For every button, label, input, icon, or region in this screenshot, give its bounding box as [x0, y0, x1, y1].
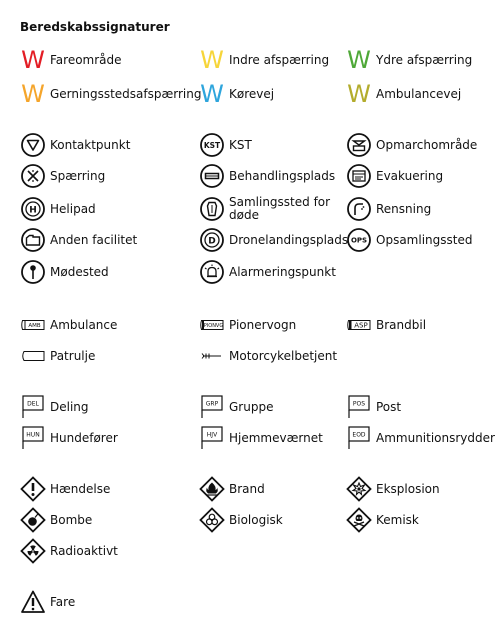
- evacuation-circle-icon: [346, 163, 372, 189]
- legend-label: Post: [376, 399, 402, 414]
- legend-item-ambulance: [20, 312, 117, 338]
- icon-text: AMB: [28, 323, 41, 329]
- legend-item-post: [346, 394, 401, 420]
- w-marker-blue-icon: W: [200, 80, 224, 108]
- legend-label: Eksplosion: [376, 481, 440, 496]
- unit-flag-hun-icon: [20, 425, 46, 451]
- legend-item-brandbil: [346, 312, 426, 338]
- legend-label: Kørevej: [229, 86, 275, 101]
- coffin-circle-icon: [199, 196, 225, 222]
- legend-item-alarmeringspunkt: [199, 259, 336, 285]
- icon-text: GRP: [205, 400, 219, 408]
- icon-text: PIONVG: [203, 323, 224, 329]
- legend-item-kontaktpunkt: [20, 132, 130, 158]
- icon-text: DEL: [27, 400, 39, 408]
- legend-label: KST: [229, 137, 252, 152]
- unit-flag-pos-icon: [346, 394, 372, 420]
- legend-label: Samlingssted for døde: [229, 195, 331, 222]
- legend-label: Hjemmeværnet: [229, 430, 323, 445]
- chemical-skull-diamond-icon: [346, 507, 372, 533]
- legend-item-moedested: [20, 259, 109, 285]
- legend-label: Gerningsstedsafspærring: [50, 86, 202, 101]
- legend-item-ydre-afspaerring: [346, 47, 472, 73]
- legend-item-anden-facilitet: [20, 227, 137, 253]
- legend-label: Ammunitionsrydder: [376, 430, 495, 445]
- legend-item-opsamlingssted: [346, 227, 472, 253]
- folder-circle-icon: [20, 227, 46, 253]
- legend-label: Ydre afspærring: [376, 52, 473, 67]
- legend-label: Opmarchområde: [376, 137, 478, 152]
- decontamination-circle-icon: [346, 196, 372, 222]
- biohazard-diamond-icon: [199, 507, 225, 533]
- legend-item-pionervogn: [199, 312, 296, 338]
- icon-text: HUN: [26, 431, 40, 439]
- page-title: Beredskabssignaturer: [20, 20, 170, 34]
- legend-label: Deling: [50, 399, 89, 414]
- legend-label: Mødested: [50, 264, 109, 279]
- w-marker-red-icon: W: [21, 46, 45, 74]
- motorcycle-icon: [199, 343, 225, 369]
- icon-text: D: [208, 236, 216, 247]
- w-marker-orange-icon: W: [21, 80, 45, 108]
- legend-label: Pionervogn: [229, 317, 297, 332]
- alarm-bell-circle-icon: [199, 259, 225, 285]
- legend-item-helipad: [20, 196, 96, 222]
- bomb-diamond-icon: [20, 507, 46, 533]
- legend-label: Biologisk: [229, 512, 283, 527]
- unit-flag-eod-icon: [346, 425, 372, 451]
- legend-label: Brand: [229, 481, 265, 496]
- legend-label: Fare: [50, 594, 76, 609]
- treatment-stretcher-circle-icon: [199, 163, 225, 189]
- radioactive-diamond-icon: [20, 538, 46, 564]
- legend-item-samlingssted-doede: [199, 196, 347, 222]
- legend-label: Ambulance: [50, 317, 118, 332]
- legend-item-kemisk: [346, 507, 419, 533]
- legend-item-gerningssted: [20, 81, 201, 107]
- legend-item-haendelse: [20, 476, 110, 502]
- legend-item-evakuering: [346, 163, 443, 189]
- warning-triangle-icon: [20, 589, 46, 615]
- legend-item-fareomraade: [20, 47, 122, 73]
- w-marker-yellow-icon: W: [200, 46, 224, 74]
- w-marker-green-icon: W: [347, 46, 371, 74]
- legend-label: Motorcykelbetjent: [229, 348, 338, 363]
- icon-text: H: [29, 205, 37, 216]
- kst-circle-icon: [199, 132, 225, 158]
- legend-label: Radioaktivt: [50, 543, 118, 558]
- icon-text: KST: [203, 141, 221, 150]
- triangle-down-circle-icon: [20, 132, 46, 158]
- legend-label: Evakuering: [376, 168, 444, 183]
- legend-item-kst: [199, 132, 252, 158]
- fire-diamond-icon: [199, 476, 225, 502]
- legend-label: Anden facilitet: [50, 232, 138, 247]
- legend-item-hundefoerer: [20, 425, 118, 451]
- unit-flag-del-icon: [20, 394, 46, 420]
- legend-item-deling: [20, 394, 89, 420]
- icon-text: EOD: [352, 431, 366, 439]
- legend-label: Hundefører: [50, 430, 118, 445]
- legend-item-patrulje: [20, 343, 95, 369]
- legend-label: Patrulje: [50, 348, 96, 363]
- meeting-pin-circle-icon: [20, 259, 46, 285]
- icon-text: OPS: [350, 236, 368, 245]
- legend-label: Helipad: [50, 201, 96, 216]
- pioneer-vehicle-icon: [199, 312, 225, 338]
- legend-item-gruppe: [199, 394, 273, 420]
- legend-label: Indre afspærring: [229, 52, 330, 67]
- legend-item-hjemmevaernet: [199, 425, 323, 451]
- legend-item-dronelandingsplads: [199, 227, 348, 253]
- legend-item-eksplosion: [346, 476, 440, 502]
- staging-area-circle-icon: [346, 132, 372, 158]
- helipad-circle-icon: [20, 196, 46, 222]
- incident-diamond-icon: [20, 476, 46, 502]
- legend-label: Brandbil: [376, 317, 427, 332]
- legend-item-ambulancevej: [346, 81, 461, 107]
- legend-item-brand: [199, 476, 265, 502]
- ambulance-icon: [20, 312, 46, 338]
- legend-item-biologisk: [199, 507, 283, 533]
- legend-label: Hændelse: [50, 481, 111, 496]
- legend-item-opmarchomraade: [346, 132, 477, 158]
- legend-item-koerevej: [199, 81, 274, 107]
- explosion-diamond-icon: [346, 476, 372, 502]
- legend-item-behandlingsplads: [199, 163, 335, 189]
- legend-item-fare: [20, 589, 75, 615]
- legend-label: Opsamlingssted: [376, 232, 473, 247]
- icon-text: POS: [352, 400, 366, 408]
- legend-label: Kemisk: [376, 512, 419, 527]
- legend-label: Spærring: [50, 168, 106, 183]
- legend-label: Behandlingsplads: [229, 168, 336, 183]
- legend-item-bombe: [20, 507, 92, 533]
- legend-item-spaerring: [20, 163, 105, 189]
- legend-item-rensning: [346, 196, 431, 222]
- legend-item-indre-afspaerring: [199, 47, 329, 73]
- legend-label: Dronelandingsplads: [229, 232, 349, 247]
- legend-item-radioaktivt: [20, 538, 118, 564]
- icon-text: ASP: [354, 321, 368, 330]
- legend-item-motorcykelbetjent: [199, 343, 337, 369]
- legend-label: Alarmeringspunkt: [229, 264, 336, 279]
- legend-label: Fareområde: [50, 52, 122, 67]
- legend-label: Gruppe: [229, 399, 274, 414]
- drone-landing-circle-icon: [199, 227, 225, 253]
- unit-flag-hjv-icon: [199, 425, 225, 451]
- legend-label: Bombe: [50, 512, 93, 527]
- patrol-car-icon: [20, 343, 46, 369]
- icon-text: HJV: [206, 431, 218, 439]
- legend-label: Ambulancevej: [376, 86, 462, 101]
- ops-circle-icon: [346, 227, 372, 253]
- fire-truck-icon: [346, 312, 372, 338]
- legend-label: Kontaktpunkt: [50, 137, 131, 152]
- legend-label: Rensning: [376, 201, 432, 216]
- w-marker-olive-icon: W: [347, 80, 371, 108]
- unit-flag-grp-icon: [199, 394, 225, 420]
- cross-circle-icon: [20, 163, 46, 189]
- legend-item-ammunitionsrydder: [346, 425, 495, 451]
